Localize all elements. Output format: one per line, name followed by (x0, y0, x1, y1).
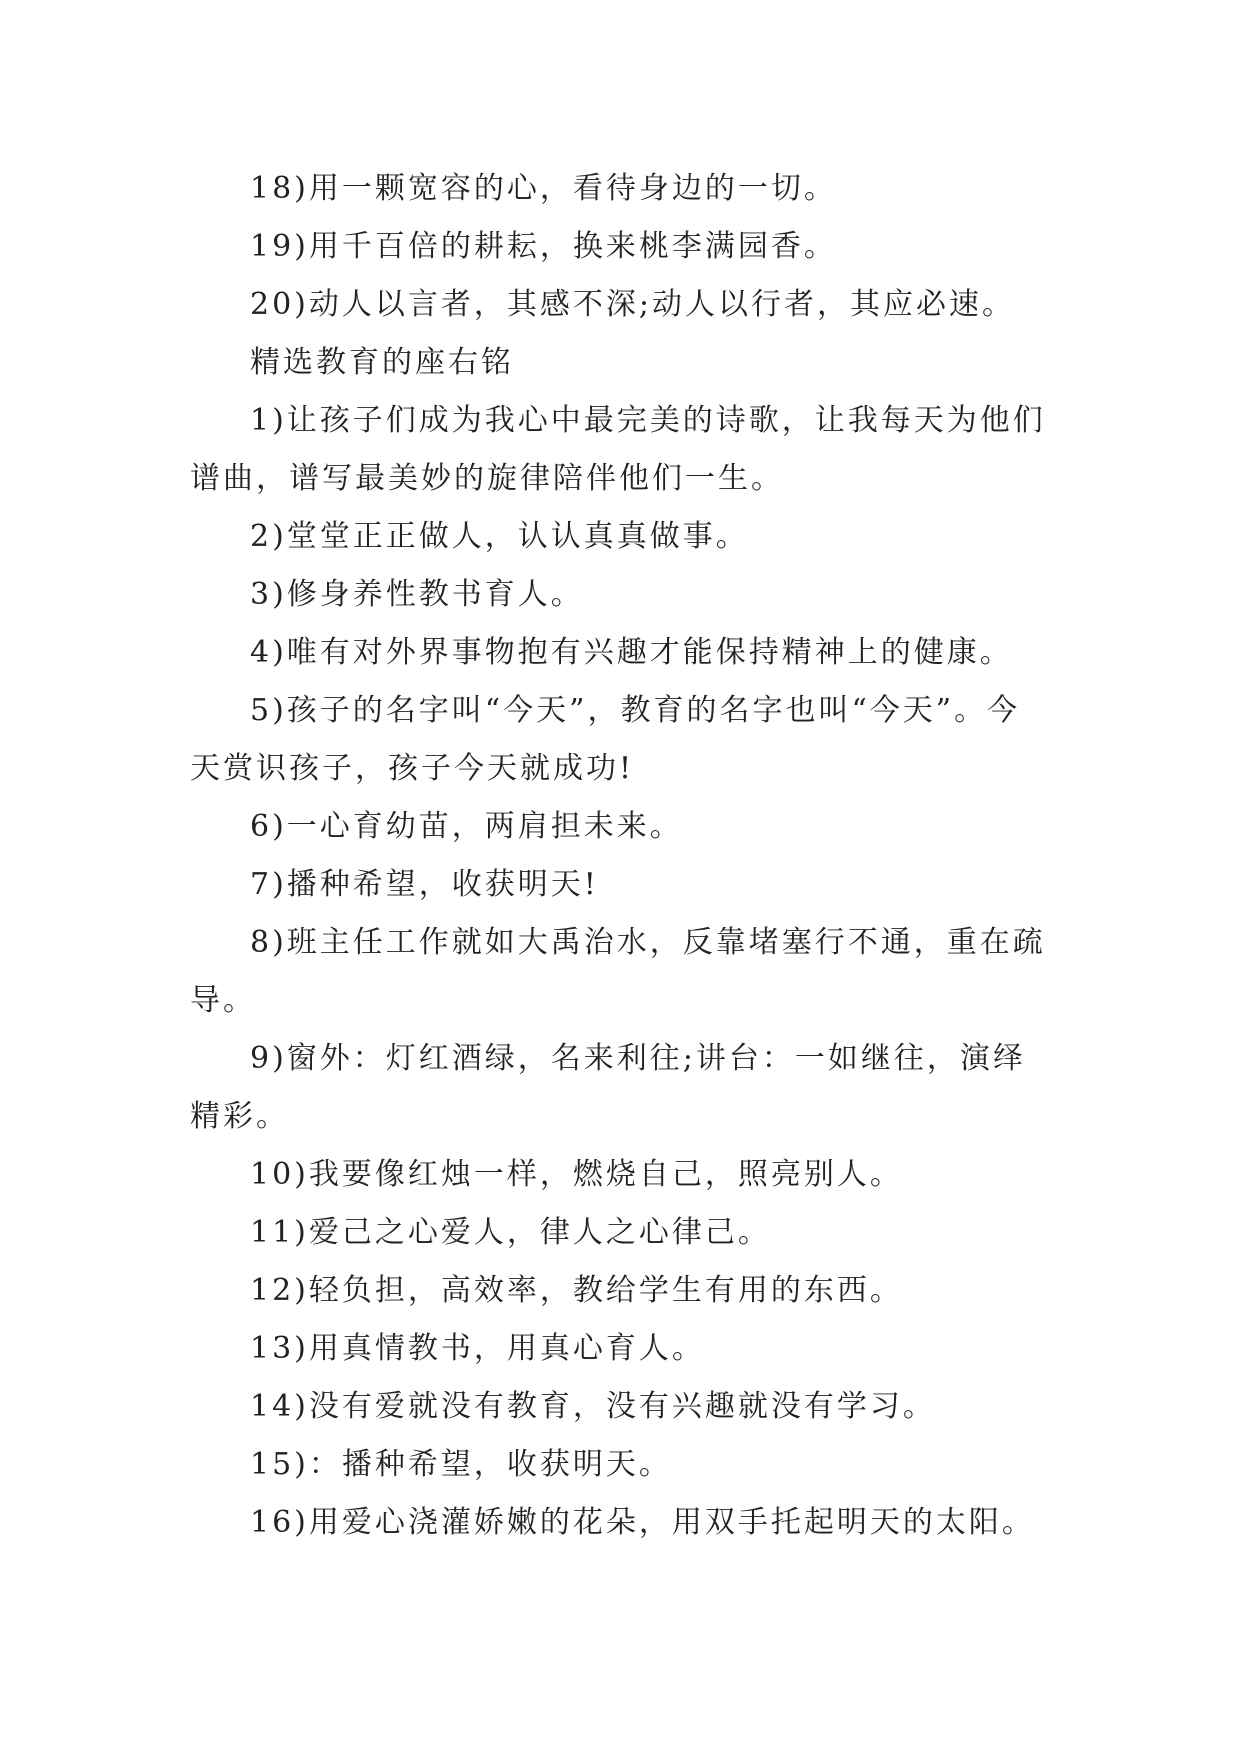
paragraph-5: 5)孩子的名字叫“今天”，教育的名字也叫“今天”。今天赏识孩子，孩子今天就成功! (190, 693, 1021, 786)
paragraph-15: 15)：播种希望，收获明天。 (250, 1447, 672, 1482)
paragraph-12: 12)轻负担，高效率，教给学生有用的东西。 (250, 1273, 903, 1308)
paragraph-19: 19)用千百倍的耕耘，换来桃李满园香。 (250, 229, 837, 264)
section-heading: 精选教育的座右铭 (250, 345, 514, 380)
paragraph-7: 7)播种希望，收获明天! (250, 867, 599, 902)
paragraph-16: 16)用爱心浇灌娇嫩的花朵，用双手托起明天的太阳。 (250, 1505, 1035, 1540)
paragraph-4: 4)唯有对外界事物抱有兴趣才能保持精神上的健康。 (250, 635, 1013, 670)
paragraph-6: 6)一心育幼苗，两肩担未来。 (250, 809, 683, 844)
paragraph-9: 9)窗外：灯红酒绿，名来利往;讲台：一如继往，演绎精彩。 (190, 1041, 1026, 1134)
paragraph-20: 20)动人以言者，其感不深;动人以行者，其应必速。 (250, 287, 1015, 322)
paragraph-14: 14)没有爱就没有教育，没有兴趣就没有学习。 (250, 1389, 936, 1424)
paragraph-10: 10)我要像红烛一样，燃烧自己，照亮别人。 (250, 1157, 903, 1192)
document-body (190, 160, 1050, 1552)
paragraph-18: 18)用一颗宽容的心，看待身边的一切。 (250, 171, 837, 206)
paragraph-2: 2)堂堂正正做人，认认真真做事。 (250, 519, 749, 554)
paragraph-8: 8)班主任工作就如大禹治水，反靠堵塞行不通，重在疏导。 (190, 925, 1046, 1018)
paragraph-13: 13)用真情教书，用真心育人。 (250, 1331, 705, 1366)
paragraph-1: 1)让孩子们成为我心中最完美的诗歌，让我每天为他们谱曲，谱写最美妙的旋律陪伴他们一生。 (190, 403, 1046, 496)
paragraph-3: 3)修身养性教书育人。 (250, 577, 584, 612)
paragraph-11: 11)爱己之心爱人，律人之心律己。 (250, 1215, 771, 1250)
